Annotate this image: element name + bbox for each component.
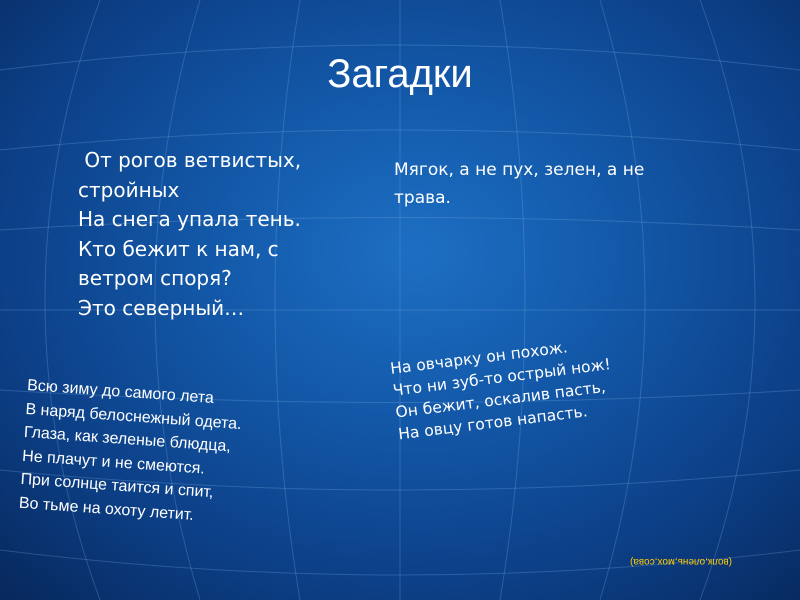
riddle-moss: Мягок, а не пух, зелен, а не трава. [394,160,645,208]
slide-title: Загадки [327,52,473,96]
riddle-owl: Всю зиму до самого лета В наряд белоснежный одета. Глаза, как зеленые блюдца, Не плачут и не смеются. При солнце таится и спит, Во тьме на охоту летит. [18,376,243,524]
answers-upside-down: (волк,олень,мох,сова) [630,556,732,567]
riddle-wolf: На овчарку он похож. Что ни зуб-то острый нож! Он бежит, оскалив пасть, На овцу готов напасть. [389,338,612,444]
riddle-deer: От рогов ветвистых, стройных На снега упала тень. Кто бежит к нам, с ветром споря? Это северный… [78,148,302,320]
